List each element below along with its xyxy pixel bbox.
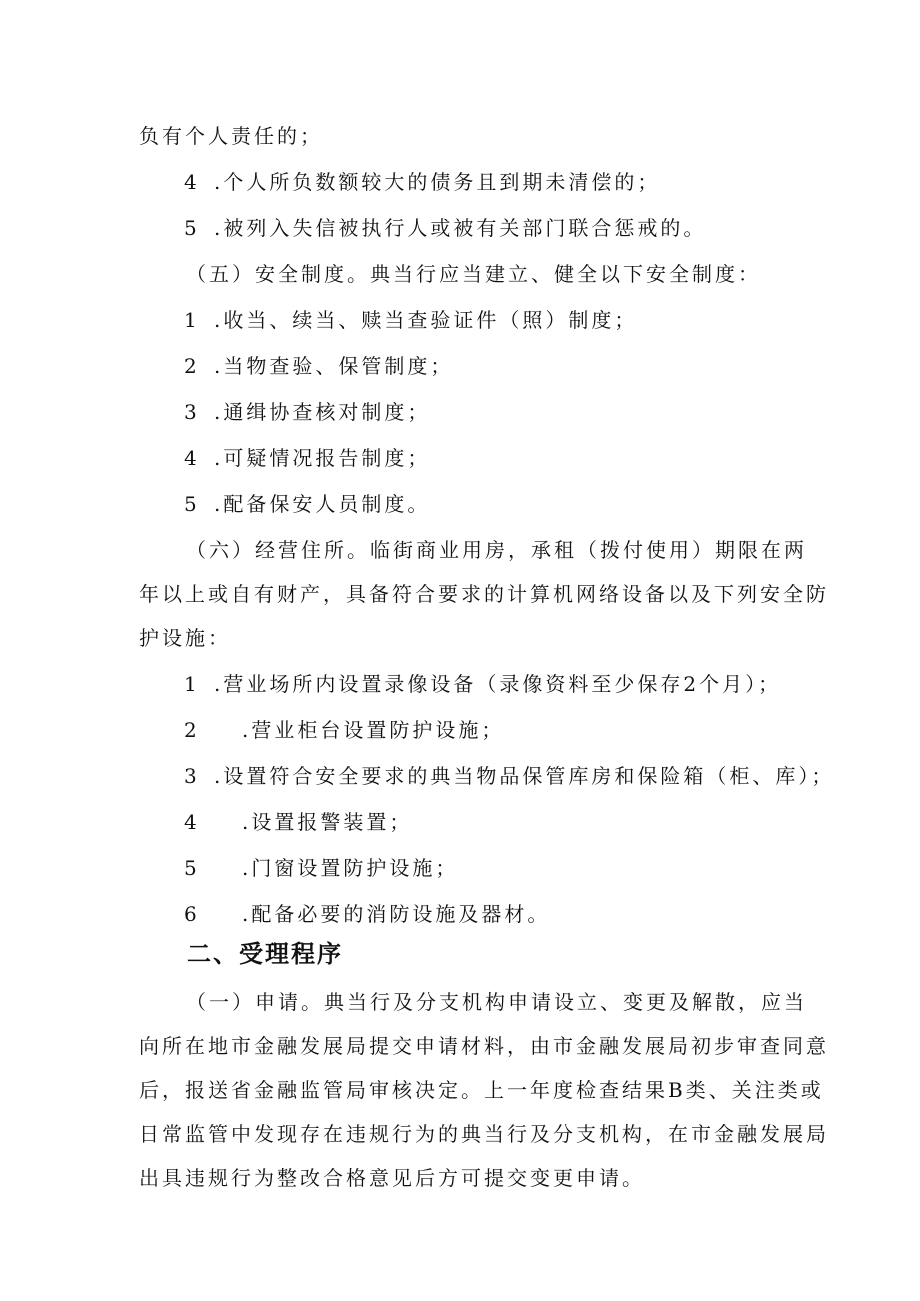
paragraph-line: 后，报送省金融监管局审核决定。上一年度检查结果B类、关注类或 xyxy=(139,1078,824,1102)
section-heading-5: （五）安全制度。典当行应当建立、健全以下安全制度： xyxy=(186,262,761,286)
section-heading-6: （六）经营住所。临街商业用房，承租（拨付使用）期限在两 xyxy=(186,538,807,562)
text-line: 负有个人责任的； xyxy=(139,124,323,148)
paragraph-line: 日常监管中发现存在违规行为的典当行及分支机构，在市金融发展局 xyxy=(139,1122,829,1146)
paragraph-line: 向所在地市金融发展局提交申请材料，由市金融发展局初步审查同意 xyxy=(139,1034,829,1058)
list-item: 5 .配备保安人员制度。 xyxy=(184,492,431,516)
list-item: 2 .营业柜台设置防护设施； xyxy=(184,718,505,742)
list-item: 5 .门窗设置防护设施； xyxy=(184,856,459,880)
paragraph-line: （一）申请。典当行及分支机构申请设立、变更及解散，应当 xyxy=(186,990,807,1014)
list-item: 3 .通缉协查核对制度； xyxy=(184,400,431,424)
list-item: 1 .收当、续当、赎当查验证件（照）制度； xyxy=(184,308,638,332)
text-line: 年以上或自有财产，具备符合要求的计算机网络设备以及下列安全防 xyxy=(139,582,829,606)
list-item: 2 .当物查验、保管制度； xyxy=(184,354,454,378)
list-item: 5 .被列入失信被执行人或被有关部门联合惩戒的。 xyxy=(184,216,707,240)
paragraph-line: 出具违规行为整改合格意见后方可提交变更申请。 xyxy=(139,1166,645,1190)
text-line: 护设施： xyxy=(139,626,231,650)
list-item: 4 .可疑情况报告制度； xyxy=(184,446,431,470)
list-item: 4 .个人所负数额较大的债务且到期未清偿的； xyxy=(184,170,661,194)
list-item: 4 .设置报警装置； xyxy=(184,810,413,834)
section-title: 二、受理程序 xyxy=(187,940,343,968)
list-item: 1 .营业场所内设置录像设备（录像资料至少保存2个月）； xyxy=(184,672,782,696)
list-item: 3 .设置符合安全要求的典当物品保管库房和保险箱（柜、库）； xyxy=(184,764,835,788)
list-item: 6 .配备必要的消防设施及器材。 xyxy=(184,902,551,926)
